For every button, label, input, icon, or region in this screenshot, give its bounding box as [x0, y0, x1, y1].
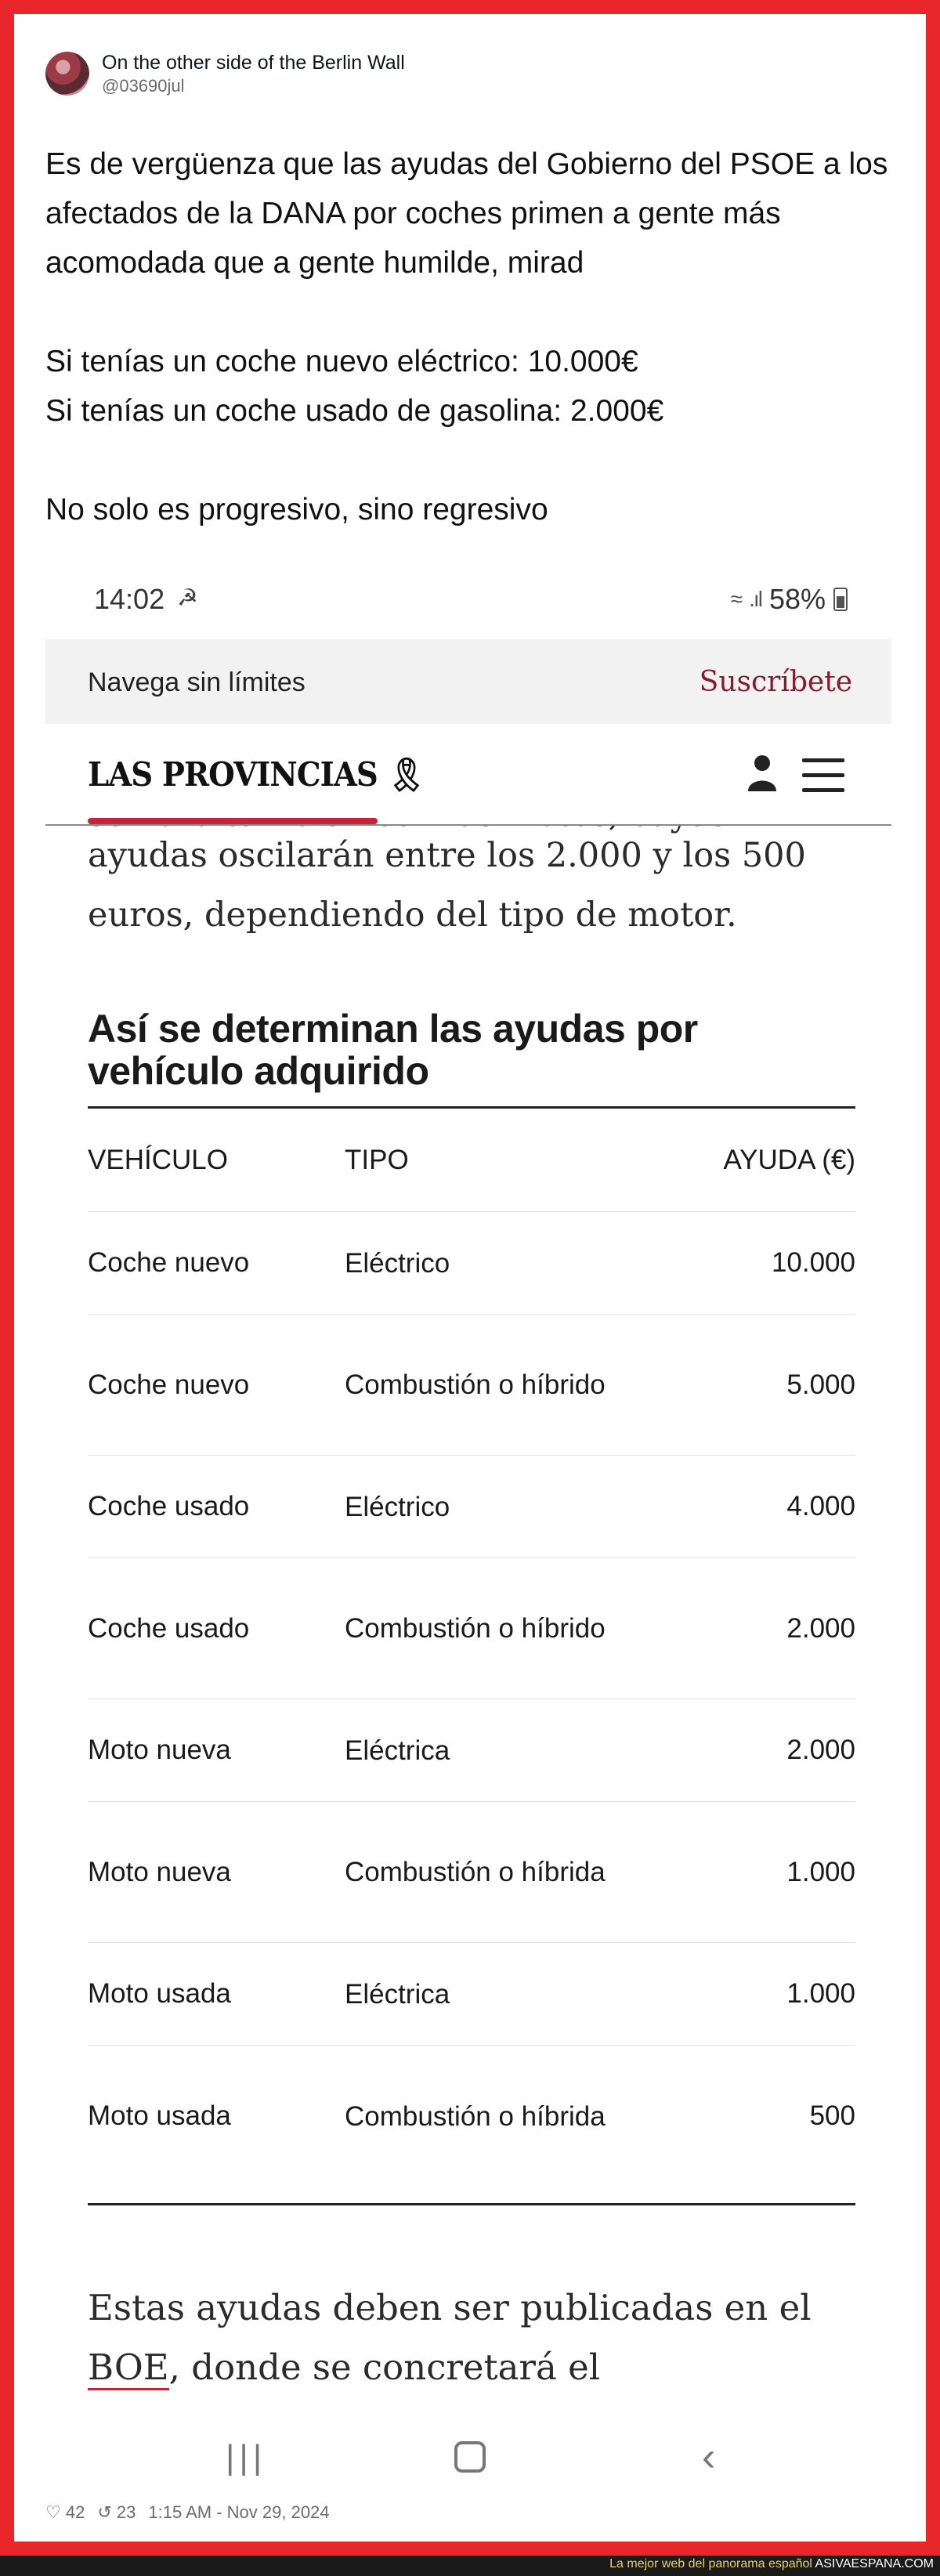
subscribe-banner — [45, 639, 891, 724]
header-ayuda: AYUDA (€) — [723, 1144, 855, 1175]
tweet-card — [14, 14, 926, 2542]
heart-icon: ♡ — [45, 2502, 61, 2522]
tweet-text — [45, 139, 899, 534]
article-bottom-line-1: Estas ayudas deben ser publicadas en el — [88, 2287, 812, 2328]
retweet-count: 23 — [116, 2502, 136, 2522]
retweet-icon: ↺ — [97, 2502, 112, 2522]
cell-ayuda: 4.000 — [786, 1491, 855, 1521]
attached-screenshot[interactable] — [45, 555, 891, 2480]
header-tipo: TIPO — [345, 1145, 409, 1175]
article-text-top — [88, 826, 871, 945]
tweet-paragraph-2a: Si tenías un coche nuevo eléctrico: 10.000€ — [45, 345, 638, 378]
cell-tipo: Eléctrica — [345, 1978, 450, 2010]
table-row — [88, 2046, 855, 2187]
hamburger-menu-icon[interactable] — [802, 758, 844, 793]
credit-text: La mejor web del panorama español — [609, 2557, 812, 2571]
cell-ayuda: 2.000 — [786, 1612, 855, 1644]
notification-icon: ☭ — [177, 585, 198, 611]
table-row — [88, 1802, 855, 1943]
site-header — [45, 724, 891, 826]
site-logo[interactable] — [88, 755, 425, 794]
cell-ayuda: 1.000 — [786, 1978, 855, 2009]
cell-ayuda: 1.000 — [786, 1856, 855, 1887]
retweet-button[interactable] — [97, 2502, 136, 2523]
article-text-bottom — [88, 2278, 871, 2397]
cell-vehiculo: Moto nueva — [88, 1856, 231, 1887]
header-vehiculo: VEHÍCULO — [88, 1144, 228, 1175]
section-title: Así se determinan las ayudas por vehículo adquirido — [88, 1007, 698, 1093]
tweet-footer — [45, 2502, 330, 2523]
article-line-2: euros, dependiendo del tipo de motor. — [88, 895, 737, 935]
cell-tipo: Eléctrica — [345, 1735, 450, 1766]
signal-icon: .ıl — [749, 587, 761, 611]
back-icon[interactable]: ‹ — [702, 2434, 716, 2480]
tweet-paragraph-3: No solo es progresivo, sino regresivo — [45, 493, 548, 526]
home-icon[interactable] — [454, 2441, 486, 2473]
article-bottom-line-2: , donde se concretará el — [168, 2346, 601, 2388]
article-line-1: ayudas oscilarán entre los 2.000 y los 500 — [88, 836, 806, 875]
credit-site: ASIVAESPANA.COM — [815, 2557, 934, 2571]
tweet-header — [45, 42, 405, 105]
cell-tipo: Combustión o híbrida — [345, 1857, 606, 1887]
cell-vehiculo: Moto usada — [88, 2100, 231, 2131]
cell-vehiculo: Moto nueva — [88, 1735, 231, 1765]
user-icon[interactable] — [747, 754, 778, 793]
table-row — [88, 1212, 855, 1315]
table-bottom-rule — [88, 2203, 855, 2205]
site-credit[interactable] — [609, 2557, 934, 2571]
author-handle[interactable]: @03690jul — [102, 76, 185, 96]
battery-percent: 58% — [768, 583, 826, 615]
cell-ayuda: 500 — [809, 2100, 855, 2131]
cell-tipo: Combustión o híbrido — [345, 1613, 606, 1644]
status-time: 14:02 — [94, 583, 165, 615]
cell-tipo: Combustión o híbrida — [345, 2100, 606, 2132]
tweet-paragraph-2b: Si tenías un coche usado de gasolina: 2.000€ — [45, 394, 664, 428]
cell-tipo: Eléctrico — [345, 1247, 450, 1279]
author-name[interactable]: On the other side of the Berlin Wall — [102, 52, 405, 74]
ribbon-icon: 🎗 — [377, 755, 425, 794]
cell-ayuda: 5.000 — [786, 1369, 855, 1400]
cell-ayuda: 10.000 — [771, 1247, 855, 1278]
table-row — [88, 1943, 855, 2046]
cell-tipo: Eléctrico — [345, 1491, 450, 1522]
tweet-timestamp: 1:15 AM - Nov 29, 2024 — [148, 2502, 330, 2522]
table-row — [88, 1699, 855, 1802]
table-row — [88, 1456, 855, 1558]
android-nav-bar — [45, 2419, 891, 2498]
subscribe-link[interactable]: Suscríbete — [699, 666, 852, 698]
battery-icon — [833, 588, 848, 611]
logo-text: LAS PROVINCIAS — [88, 755, 378, 794]
phone-status-bar — [45, 555, 891, 641]
like-button[interactable] — [45, 2502, 85, 2523]
tweet-paragraph-1: Es de vergüenza que las ayudas del Gobierno del PSOE a los afectados de la DANA por coches primen a gente más acomodada que a gente humilde, mirad — [45, 147, 888, 280]
cell-vehiculo: Coche usado — [88, 1612, 250, 1644]
like-count: 42 — [65, 2502, 85, 2522]
wifi-icon: ≈ — [730, 587, 742, 611]
cell-tipo: Combustión o híbrido — [345, 1369, 606, 1400]
recent-apps-icon[interactable]: ||| — [226, 2438, 267, 2477]
cell-ayuda: 2.000 — [786, 1735, 855, 1765]
table-row — [88, 1315, 855, 1456]
table-header — [88, 1109, 855, 1212]
table-row — [88, 1558, 855, 1699]
cell-vehiculo: Coche nuevo — [88, 1369, 250, 1400]
logo-underline — [88, 818, 378, 824]
avatar[interactable] — [45, 52, 89, 96]
boe-link[interactable]: BOE — [88, 2346, 169, 2390]
cell-vehiculo: Moto usada — [88, 1978, 231, 2009]
cell-vehiculo: Coche nuevo — [88, 1247, 250, 1278]
promo-text: Navega sin límites — [88, 668, 306, 697]
cell-vehiculo: Coche usado — [88, 1491, 250, 1521]
aid-table — [88, 1109, 855, 2187]
